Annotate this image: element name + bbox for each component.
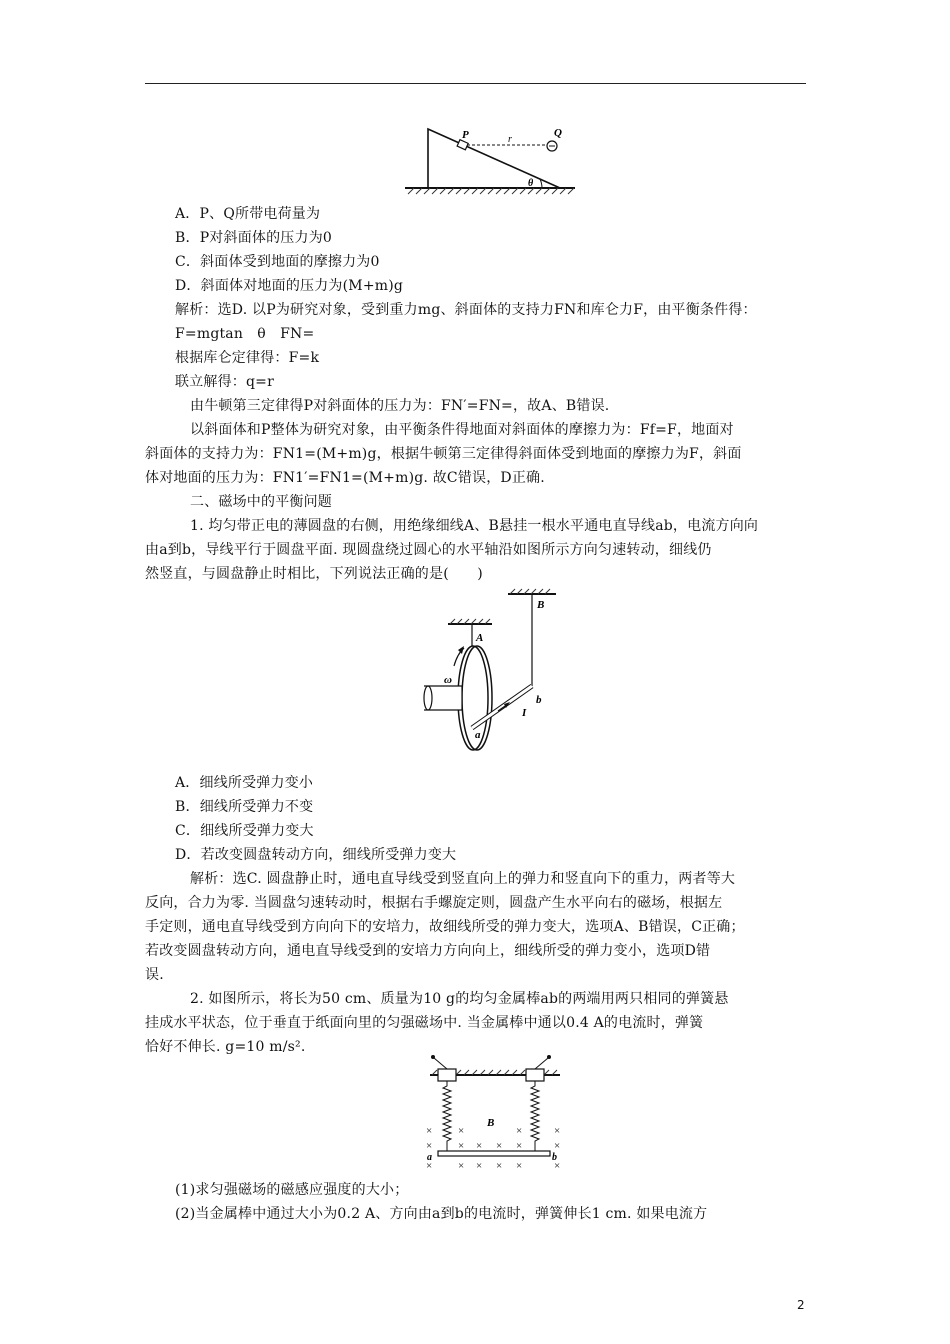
label-p: P	[462, 129, 469, 141]
cross: ×	[426, 1125, 433, 1137]
question1-line: 然竖直，与圆盘静止时相比，下列说法正确的是( )	[145, 566, 483, 582]
question2-line: 挂成水平状态，位于垂直于纸面向里的匀强磁场中. 当金属棒中通以0.4 A的电流时，弹簧	[145, 1015, 704, 1031]
solution1-line: 体对地面的压力为：FN1′=FN1=(M+m)g. 故C错误，D正确.	[145, 470, 545, 486]
label-b-field: B	[487, 1117, 495, 1129]
page-number: 2	[797, 1298, 805, 1312]
option-b-2: B．细线所受弹力不变	[175, 799, 314, 815]
solution2-line: 反向，合力为零. 当圆盘匀速转动时，根据右手螺旋定则，圆盘产生水平向右的磁场，根据左	[145, 895, 723, 911]
disc-figure	[420, 588, 560, 758]
cross: ×	[476, 1160, 483, 1172]
subquestion-1: (1)求匀强磁场的磁感应强度的大小；	[175, 1182, 409, 1198]
label-a-top: A	[476, 632, 484, 644]
cross: ×	[458, 1125, 465, 1137]
cross: ×	[476, 1140, 483, 1152]
cross: ×	[426, 1140, 433, 1152]
cross: ×	[458, 1140, 465, 1152]
cross: ×	[516, 1160, 523, 1172]
solution1-line: 斜面体的支持力为：FN1=(M+m)g，根据牛顿第三定律得斜面体受到地面的摩擦力为F，斜面	[145, 446, 742, 462]
cross: ×	[516, 1140, 523, 1152]
header-rule	[145, 83, 806, 84]
cross: ×	[458, 1160, 465, 1172]
cross: ×	[496, 1140, 503, 1152]
label-omega: ω	[444, 674, 452, 686]
solution1-line: F=mgtan θ FN=	[175, 326, 315, 342]
solution1-line: 根据库仑定律得：F=k	[175, 350, 320, 366]
cross: ×	[426, 1160, 433, 1172]
solution2-line: 解析：选C. 圆盘静止时，通电直导线受到竖直向上的弹力和竖直向下的重力，两者等大	[190, 871, 736, 887]
spring-rod-figure	[420, 1054, 570, 1174]
option-a-1: A．P、Q所带电荷量为	[175, 206, 321, 222]
label-a: a	[475, 729, 481, 741]
solution1-line: 联立解得：q=r	[175, 374, 274, 390]
label-a: a	[427, 1152, 432, 1163]
label-theta: θ	[528, 178, 534, 189]
label-b: b	[536, 694, 542, 706]
cross: ×	[554, 1160, 561, 1172]
option-a-2: A．细线所受弹力变小	[175, 775, 314, 791]
solution1-line: 由牛顿第三定律得P对斜面体的压力为：FN′=FN=，故A、B错误.	[190, 398, 610, 414]
solution2-line: 手定则，通电直导线受到方向向下的安培力，故细线所受的弹力变大，选项A、B错误，C正确；	[145, 919, 745, 935]
cross: ×	[554, 1125, 561, 1137]
cross: ×	[554, 1140, 561, 1152]
cross: ×	[516, 1125, 523, 1137]
option-c-1: C．斜面体受到地面的摩擦力为0	[175, 254, 380, 270]
question1-line: 由a到b，导线平行于圆盘平面. 现圆盘绕过圆心的水平轴沿如图所示方向匀速转动，细线仍	[145, 542, 712, 558]
option-d-1: D．斜面体对地面的压力为(M+m)g	[175, 278, 404, 294]
option-b-1: B．P对斜面体的压力为0	[175, 230, 333, 246]
question1-line: 1. 均匀带正电的薄圆盘的右侧，用绝缘细线A、B悬挂一根水平通电直导线ab，电流方向向	[190, 518, 759, 534]
cross: ×	[496, 1160, 503, 1172]
subquestion-2: (2)当金属棒中通过大小为0.2 A、方向由a到b的电流时，弹簧伸长1 cm. 如果电流方	[175, 1206, 708, 1222]
question2-line: 2. 如图所示，将长为50 cm、质量为10 g的均匀金属棒ab的两端用两只相同的弹簧悬	[190, 991, 729, 1007]
label-b-top: B	[537, 599, 545, 611]
section-title: 二、磁场中的平衡问题	[190, 494, 332, 510]
option-d-2: D．若改变圆盘转动方向，细线所受弹力变大	[175, 847, 457, 863]
question2-line: 恰好不伸长. g=10 m/s².	[145, 1039, 306, 1055]
solution2-line: 若改变圆盘转动方向，通电直导线受到的安培力方向向上，细线所受的弹力变小，选项D错	[145, 943, 711, 959]
solution1-line: 解析：选D. 以P为研究对象，受到重力mg、斜面体的支持力FN和库仑力F，由平衡条件得：	[175, 302, 757, 318]
label-q: Q	[554, 127, 562, 139]
incline-figure	[400, 125, 580, 195]
label-r: r	[508, 134, 512, 145]
solution2-line: 误.	[145, 967, 164, 983]
solution1-line: 以斜面体和P整体为研究对象，由平衡条件得地面对斜面体的摩擦力为：Ff=F，地面对	[190, 422, 734, 438]
label-b: b	[552, 1152, 557, 1163]
option-c-2: C．细线所受弹力变大	[175, 823, 314, 839]
label-i: I	[522, 707, 527, 719]
